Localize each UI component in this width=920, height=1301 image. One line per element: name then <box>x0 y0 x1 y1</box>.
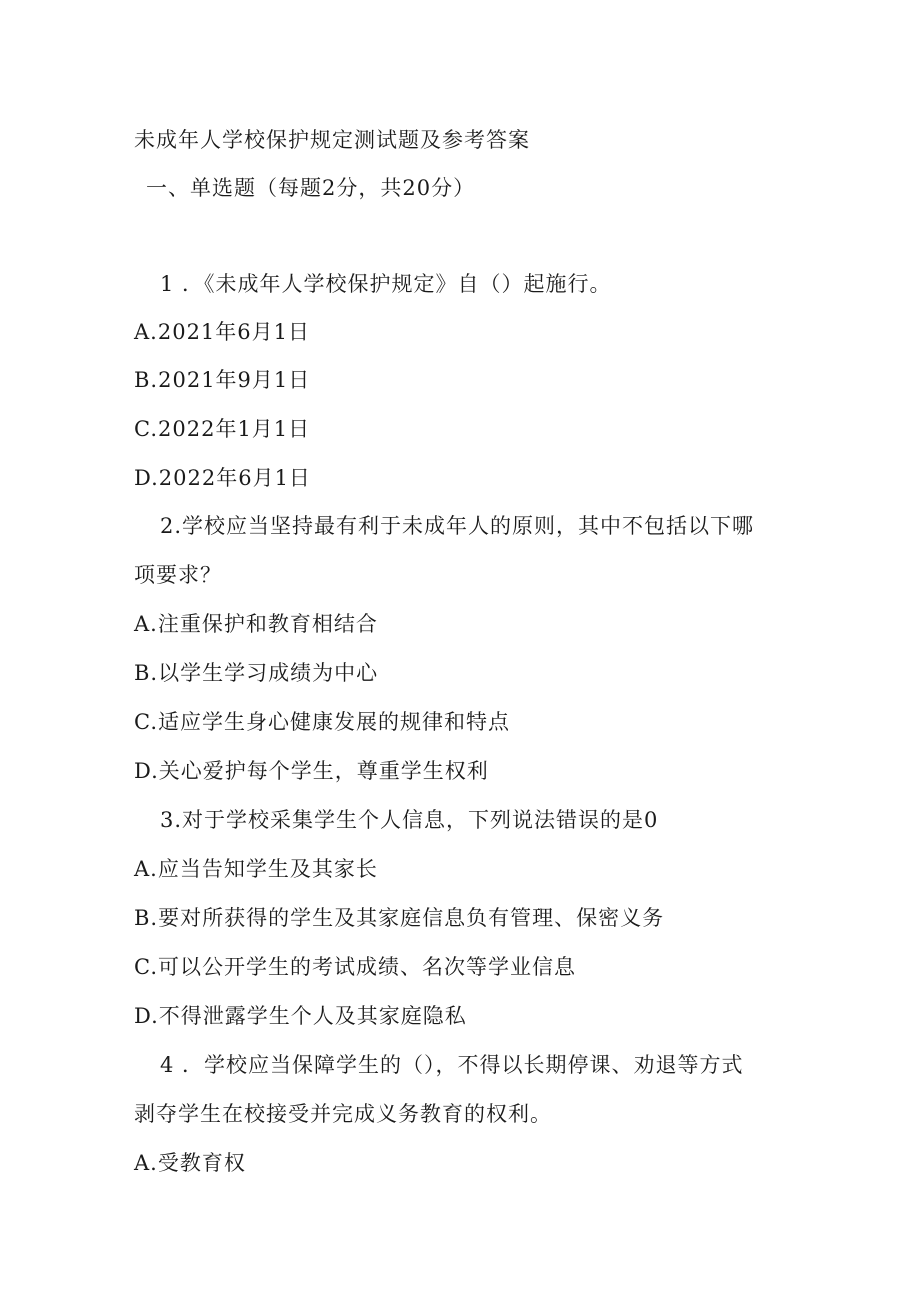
question-4-stem-line1: 4 ．学校应当保障学生的（），不得以长期停课、劝退等方式 <box>160 1053 744 1077</box>
question-1-option-a: A.2021年6月1日 <box>134 320 311 344</box>
question-2-stem-line1: 2.学校应当坚持最有利于未成年人的原则，其中不包括以下哪 <box>160 514 755 538</box>
question-3-stem: 3.对于学校采集学生个人信息，下列说法错误的是0 <box>160 808 659 832</box>
question-3-option-a: A.应当告知学生及其家长 <box>134 857 378 881</box>
question-4-option-a: A.受教育权 <box>134 1151 246 1175</box>
document-title: 未成年人学校保护规定测试题及参考答案 <box>134 128 530 152</box>
question-3-option-c: C.可以公开学生的考试成绩、名次等学业信息 <box>134 955 576 979</box>
question-3-option-b: B.要对所获得的学生及其家庭信息负有管理、保密义务 <box>134 906 665 930</box>
question-1-stem: 1 ．《未成年人学校保护规定》自（）起施行。 <box>160 272 612 296</box>
section-heading: 一、单选题（每题2分，共20分） <box>146 176 476 200</box>
question-2-option-c: C.适应学生身心健康发展的规律和特点 <box>134 710 510 734</box>
question-2-option-d: D.关心爱护每个学生，尊重学生权利 <box>134 759 489 783</box>
question-2-option-a: A.注重保护和教育相结合 <box>134 612 378 636</box>
question-4-stem-line2: 剥夺学生在校接受并完成义务教育的权利。 <box>134 1102 552 1126</box>
question-2-option-b: B.以学生学习成绩为中心 <box>134 661 379 685</box>
question-1-option-d: D.2022年6月1日 <box>134 466 311 490</box>
question-1-option-b: B.2021年9月1日 <box>134 368 311 392</box>
question-2-stem-line2: 项要求？ <box>134 563 222 587</box>
question-3-option-d: D.不得泄露学生个人及其家庭隐私 <box>134 1004 467 1028</box>
question-1-option-c: C.2022年1月1日 <box>134 417 311 441</box>
